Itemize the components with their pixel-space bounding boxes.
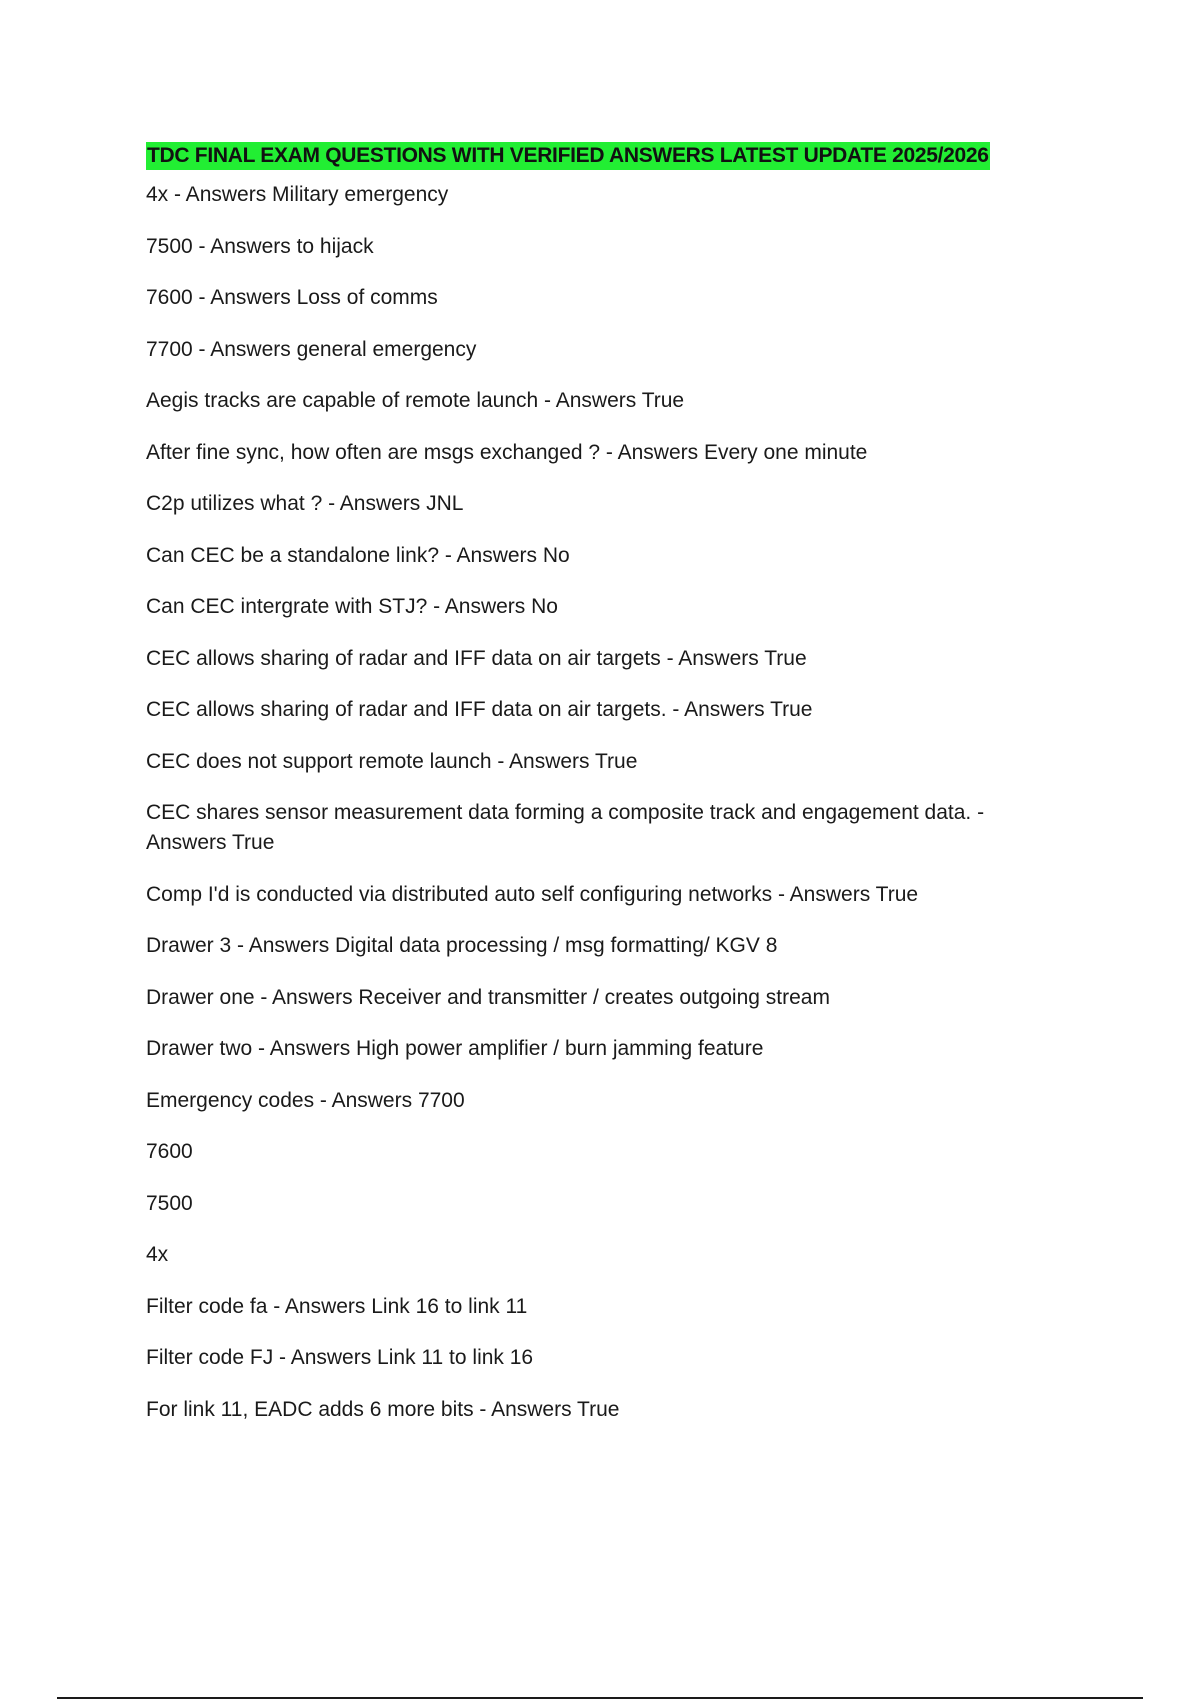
qa-line: CEC allows sharing of radar and IFF data on air targets. - Answers True [146,698,813,721]
footer-divider [57,1697,1143,1699]
qa-line: 7600 [146,1140,193,1163]
qa-line: 4x - Answers Military emergency [146,183,449,206]
qa-line: 7700 - Answers general emergency [146,337,477,361]
document-body [146,142,1046,1446]
qa-line: C2p utilizes what ? - Answers JNL [146,492,464,515]
qa-line: Can CEC intergrate with STJ? - Answers No [146,595,558,618]
qa-line: CEC shares sensor measurement data forming a composite track and engagement data. - Answers True [146,801,985,854]
qa-line: 7500 [146,1191,193,1215]
qa-line: After fine sync, how often are msgs exchanged ? - Answers Every one minute [146,440,868,464]
qa-line: For link 11, EADC adds 6 more bits - Answers True [146,1397,620,1421]
qa-line: 4x [146,1243,169,1266]
qa-line: CEC does not support remote launch - Answers True [146,749,638,773]
qa-line: Aegis tracks are capable of remote launch - Answers True [146,389,685,412]
qa-line: Drawer two - Answers High power amplifier / burn jamming feature [146,1037,764,1060]
qa-line: Can CEC be a standalone link? - Answers No [146,543,570,567]
qa-line: CEC allows sharing of radar and IFF data on air targets - Answers True [146,646,807,670]
qa-line: Drawer 3 - Answers Digital data processing / msg formatting/ KGV 8 [146,934,778,957]
qa-line: Filter code fa - Answers Link 16 to link 11 [146,1294,528,1318]
qa-line: Filter code FJ - Answers Link 11 to link 16 [146,1346,534,1369]
qa-line: 7500 - Answers to hijack [146,234,374,258]
qa-line: Drawer one - Answers Receiver and transmitter / creates outgoing stream [146,985,830,1009]
qa-line: Emergency codes - Answers 7700 [146,1088,465,1112]
qa-line: Comp I'd is conducted via distributed auto self configuring networks - Answers True [146,882,919,906]
qa-line: 7600 - Answers Loss of comms [146,286,438,309]
document-title: TDC FINAL EXAM QUESTIONS WITH VERIFIED ANSWERS LATEST UPDATE 2025/2026 [146,142,990,170]
qa-list [146,180,1046,1425]
